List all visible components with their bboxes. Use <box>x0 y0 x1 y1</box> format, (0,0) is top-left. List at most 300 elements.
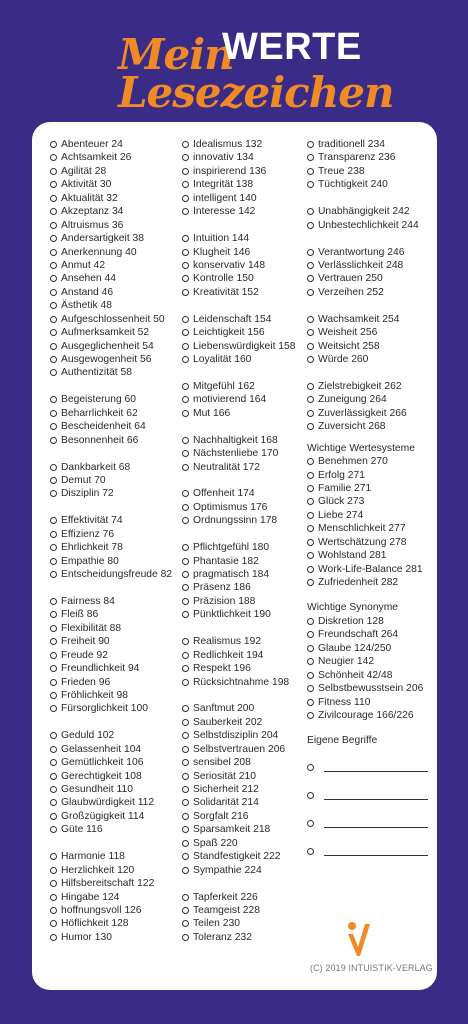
custom-value-field[interactable] <box>307 754 435 782</box>
value-checkbox-item[interactable] <box>50 729 190 742</box>
circle-checkbox-icon[interactable] <box>307 168 314 175</box>
circle-checkbox-icon[interactable] <box>50 867 57 874</box>
value-checkbox-item[interactable] <box>50 635 190 648</box>
value-checkbox-item[interactable] <box>50 434 190 447</box>
value-checkbox-item[interactable] <box>50 151 190 164</box>
circle-checkbox-icon[interactable] <box>307 141 314 148</box>
circle-checkbox-icon[interactable] <box>50 302 57 309</box>
circle-checkbox-icon[interactable] <box>182 907 189 914</box>
value-checkbox-item[interactable] <box>307 482 435 495</box>
value-checkbox-item[interactable] <box>50 192 190 205</box>
value-checkbox-item[interactable] <box>50 138 190 151</box>
value-checkbox-item[interactable] <box>50 676 190 689</box>
value-checkbox-item[interactable] <box>182 340 322 353</box>
circle-checkbox-icon[interactable] <box>182 195 189 202</box>
value-checkbox-item[interactable] <box>50 783 190 796</box>
value-checkbox-item[interactable] <box>182 232 322 245</box>
value-checkbox-item[interactable] <box>50 272 190 285</box>
value-checkbox-item[interactable] <box>307 655 435 668</box>
circle-checkbox-icon[interactable] <box>50 235 57 242</box>
value-checkbox-item[interactable] <box>50 608 190 621</box>
value-checkbox-item[interactable] <box>50 299 190 312</box>
circle-checkbox-icon[interactable] <box>307 181 314 188</box>
circle-checkbox-icon[interactable] <box>307 410 314 417</box>
value-checkbox-item[interactable] <box>182 702 322 715</box>
circle-checkbox-icon[interactable] <box>307 566 314 573</box>
value-checkbox-item[interactable] <box>307 313 435 326</box>
circle-checkbox-icon[interactable] <box>182 799 189 806</box>
value-checkbox-item[interactable] <box>50 514 190 527</box>
value-checkbox-item[interactable] <box>182 259 322 272</box>
circle-checkbox-icon[interactable] <box>182 410 189 417</box>
circle-checkbox-icon[interactable] <box>182 584 189 591</box>
value-label: Benehmen 270 <box>318 456 388 468</box>
circle-checkbox-icon[interactable] <box>50 195 57 202</box>
circle-checkbox-icon[interactable] <box>50 329 57 336</box>
circle-checkbox-icon[interactable] <box>50 746 57 753</box>
value-checkbox-item[interactable] <box>182 581 322 594</box>
value-checkbox-item[interactable] <box>50 877 190 890</box>
value-label: Empathie 80 <box>61 555 119 567</box>
value-checkbox-item[interactable] <box>182 393 322 406</box>
value-checkbox-item[interactable] <box>182 864 322 877</box>
value-checkbox-item[interactable] <box>182 729 322 742</box>
circle-checkbox-icon[interactable] <box>182 652 189 659</box>
value-checkbox-item[interactable] <box>50 595 190 608</box>
value-checkbox-item[interactable] <box>50 891 190 904</box>
value-checkbox-item[interactable] <box>50 850 190 863</box>
value-checkbox-item[interactable] <box>182 487 322 500</box>
value-checkbox-item[interactable] <box>50 178 190 191</box>
circle-checkbox-icon[interactable] <box>50 249 57 256</box>
value-checkbox-item[interactable] <box>307 495 435 508</box>
value-checkbox-item[interactable] <box>50 756 190 769</box>
value-checkbox-item[interactable] <box>307 469 435 482</box>
circle-checkbox-icon[interactable] <box>50 920 57 927</box>
value-checkbox-item[interactable] <box>307 219 435 232</box>
circle-checkbox-icon[interactable] <box>50 598 57 605</box>
circle-checkbox-icon[interactable] <box>307 472 314 479</box>
circle-checkbox-icon[interactable] <box>50 154 57 161</box>
circle-checkbox-icon[interactable] <box>50 705 57 712</box>
value-checkbox-item[interactable] <box>50 286 190 299</box>
circle-checkbox-icon[interactable] <box>307 685 314 692</box>
circle-checkbox-icon[interactable] <box>307 329 314 336</box>
value-checkbox-item[interactable] <box>182 891 322 904</box>
circle-checkbox-icon[interactable] <box>50 652 57 659</box>
circle-checkbox-icon[interactable] <box>307 343 314 350</box>
circle-checkbox-icon[interactable] <box>50 759 57 766</box>
value-checkbox-item[interactable] <box>307 246 435 259</box>
circle-checkbox-icon[interactable] <box>307 552 314 559</box>
circle-checkbox-icon[interactable] <box>307 498 314 505</box>
circle-checkbox-icon[interactable] <box>307 222 314 229</box>
value-checkbox-item[interactable] <box>182 353 322 366</box>
circle-checkbox-icon[interactable] <box>182 235 189 242</box>
value-checkbox-item[interactable] <box>182 917 322 930</box>
circle-checkbox-icon[interactable] <box>182 464 189 471</box>
value-checkbox-item[interactable] <box>182 662 322 675</box>
circle-checkbox-icon[interactable] <box>50 934 57 941</box>
value-checkbox-item[interactable] <box>182 165 322 178</box>
value-checkbox-item[interactable] <box>50 810 190 823</box>
circle-checkbox-icon[interactable] <box>182 383 189 390</box>
value-checkbox-item[interactable] <box>50 743 190 756</box>
circle-checkbox-icon[interactable] <box>307 792 314 799</box>
circle-checkbox-icon[interactable] <box>182 208 189 215</box>
value-checkbox-item[interactable] <box>182 326 322 339</box>
value-checkbox-item[interactable] <box>50 864 190 877</box>
blank-write-line[interactable] <box>324 799 428 800</box>
value-checkbox-item[interactable] <box>182 407 322 420</box>
circle-checkbox-icon[interactable] <box>182 275 189 282</box>
circle-checkbox-icon[interactable] <box>307 249 314 256</box>
circle-checkbox-icon[interactable] <box>50 638 57 645</box>
value-checkbox-item[interactable] <box>307 455 435 468</box>
value-checkbox-item[interactable] <box>307 178 435 191</box>
circle-checkbox-icon[interactable] <box>50 773 57 780</box>
circle-checkbox-icon[interactable] <box>307 356 314 363</box>
circle-checkbox-icon[interactable] <box>307 154 314 161</box>
circle-checkbox-icon[interactable] <box>50 853 57 860</box>
value-checkbox-item[interactable] <box>307 205 435 218</box>
value-checkbox-item[interactable] <box>307 353 435 366</box>
value-checkbox-item[interactable] <box>182 837 322 850</box>
circle-checkbox-icon[interactable] <box>307 383 314 390</box>
value-checkbox-item[interactable] <box>50 165 190 178</box>
value-label: Agilität 28 <box>61 165 107 177</box>
value-checkbox-item[interactable] <box>307 509 435 522</box>
circle-checkbox-icon[interactable] <box>182 154 189 161</box>
circle-checkbox-icon[interactable] <box>50 517 57 524</box>
value-checkbox-item[interactable] <box>307 165 435 178</box>
value-checkbox-item[interactable] <box>182 743 322 756</box>
circle-checkbox-icon[interactable] <box>182 665 189 672</box>
circle-checkbox-icon[interactable] <box>182 705 189 712</box>
circle-checkbox-icon[interactable] <box>50 208 57 215</box>
circle-checkbox-icon[interactable] <box>182 544 189 551</box>
value-checkbox-item[interactable] <box>307 259 435 272</box>
value-checkbox-item[interactable] <box>182 313 322 326</box>
circle-checkbox-icon[interactable] <box>50 786 57 793</box>
value-checkbox-item[interactable] <box>182 272 322 285</box>
circle-checkbox-icon[interactable] <box>182 786 189 793</box>
circle-checkbox-icon[interactable] <box>50 907 57 914</box>
value-checkbox-item[interactable] <box>307 563 435 576</box>
value-checkbox-item[interactable] <box>307 272 435 285</box>
value-checkbox-item[interactable] <box>182 931 322 944</box>
circle-checkbox-icon[interactable] <box>307 631 314 638</box>
value-checkbox-item[interactable] <box>50 393 190 406</box>
circle-checkbox-icon[interactable] <box>50 423 57 430</box>
circle-checkbox-icon[interactable] <box>50 262 57 269</box>
circle-checkbox-icon[interactable] <box>182 262 189 269</box>
circle-checkbox-icon[interactable] <box>50 813 57 820</box>
circle-checkbox-icon[interactable] <box>182 894 189 901</box>
value-checkbox-item[interactable] <box>307 138 435 151</box>
circle-checkbox-icon[interactable] <box>50 799 57 806</box>
circle-checkbox-icon[interactable] <box>307 458 314 465</box>
value-checkbox-item[interactable] <box>50 205 190 218</box>
value-checkbox-item[interactable] <box>307 628 435 641</box>
value-checkbox-item[interactable] <box>182 810 322 823</box>
circle-checkbox-icon[interactable] <box>50 571 57 578</box>
circle-checkbox-icon[interactable] <box>50 611 57 618</box>
circle-checkbox-icon[interactable] <box>307 658 314 665</box>
circle-checkbox-icon[interactable] <box>50 880 57 887</box>
value-checkbox-item[interactable] <box>182 138 322 151</box>
value-checkbox-item[interactable] <box>182 178 322 191</box>
blank-write-line[interactable] <box>324 855 428 856</box>
circle-checkbox-icon[interactable] <box>50 168 57 175</box>
value-label: Hilfsbereitschaft 122 <box>61 878 155 890</box>
value-checkbox-item[interactable] <box>307 407 435 420</box>
value-checkbox-item[interactable] <box>182 151 322 164</box>
circle-checkbox-icon[interactable] <box>182 329 189 336</box>
circle-checkbox-icon[interactable] <box>50 343 57 350</box>
value-checkbox-item[interactable] <box>307 151 435 164</box>
value-checkbox-item[interactable] <box>182 756 322 769</box>
circle-checkbox-icon[interactable] <box>50 141 57 148</box>
value-checkbox-item[interactable] <box>182 850 322 863</box>
circle-checkbox-icon[interactable] <box>50 356 57 363</box>
value-checkbox-item[interactable] <box>307 286 435 299</box>
circle-checkbox-icon[interactable] <box>182 853 189 860</box>
circle-checkbox-icon[interactable] <box>50 625 57 632</box>
value-checkbox-item[interactable] <box>182 568 322 581</box>
blank-write-line[interactable] <box>324 827 428 828</box>
blank-write-line[interactable] <box>324 771 428 772</box>
circle-checkbox-icon[interactable] <box>307 525 314 532</box>
value-label: Geduld 102 <box>61 730 115 742</box>
value-checkbox-item[interactable] <box>307 536 435 549</box>
value-checkbox-item[interactable] <box>182 649 322 662</box>
circle-checkbox-icon[interactable] <box>182 638 189 645</box>
custom-value-field[interactable] <box>307 838 435 866</box>
value-checkbox-item[interactable] <box>307 326 435 339</box>
circle-checkbox-icon[interactable] <box>182 840 189 847</box>
value-checkbox-item[interactable] <box>182 380 322 393</box>
circle-checkbox-icon[interactable] <box>307 672 314 679</box>
value-checkbox-item[interactable] <box>307 420 435 433</box>
circle-checkbox-icon[interactable] <box>182 867 189 874</box>
value-checkbox-item[interactable] <box>182 716 322 729</box>
circle-checkbox-icon[interactable] <box>50 894 57 901</box>
circle-checkbox-icon[interactable] <box>50 289 57 296</box>
value-checkbox-item[interactable] <box>50 313 190 326</box>
value-checkbox-item[interactable] <box>50 461 190 474</box>
value-checkbox-item[interactable] <box>50 219 190 232</box>
circle-checkbox-icon[interactable] <box>182 504 189 511</box>
circle-checkbox-icon[interactable] <box>182 316 189 323</box>
circle-checkbox-icon[interactable] <box>50 679 57 686</box>
value-checkbox-item[interactable] <box>50 259 190 272</box>
circle-checkbox-icon[interactable] <box>182 490 189 497</box>
circle-checkbox-icon[interactable] <box>50 544 57 551</box>
circle-checkbox-icon[interactable] <box>182 934 189 941</box>
value-checkbox-item[interactable] <box>50 232 190 245</box>
circle-checkbox-icon[interactable] <box>182 343 189 350</box>
circle-checkbox-icon[interactable] <box>182 746 189 753</box>
value-checkbox-item[interactable] <box>182 501 322 514</box>
circle-checkbox-icon[interactable] <box>50 477 57 484</box>
circle-checkbox-icon[interactable] <box>50 369 57 376</box>
circle-checkbox-icon[interactable] <box>182 450 189 457</box>
value-checkbox-item[interactable] <box>307 576 435 589</box>
circle-checkbox-icon[interactable] <box>50 732 57 739</box>
value-checkbox-item[interactable] <box>50 420 190 433</box>
value-checkbox-item[interactable] <box>182 823 322 836</box>
value-checkbox-item[interactable] <box>50 340 190 353</box>
circle-checkbox-icon[interactable] <box>307 618 314 625</box>
circle-checkbox-icon[interactable] <box>182 611 189 618</box>
circle-checkbox-icon[interactable] <box>307 316 314 323</box>
value-checkbox-item[interactable] <box>307 682 435 695</box>
circle-checkbox-icon[interactable] <box>182 813 189 820</box>
custom-value-field[interactable] <box>307 782 435 810</box>
circle-checkbox-icon[interactable] <box>50 396 57 403</box>
circle-checkbox-icon[interactable] <box>182 396 189 403</box>
value-checkbox-item[interactable] <box>182 770 322 783</box>
circle-checkbox-icon[interactable] <box>307 208 314 215</box>
circle-checkbox-icon[interactable] <box>50 558 57 565</box>
value-checkbox-item[interactable] <box>307 669 435 682</box>
circle-checkbox-icon[interactable] <box>182 732 189 739</box>
value-checkbox-item[interactable] <box>307 615 435 628</box>
circle-checkbox-icon[interactable] <box>50 665 57 672</box>
circle-checkbox-icon[interactable] <box>50 464 57 471</box>
value-checkbox-item[interactable] <box>182 904 322 917</box>
circle-checkbox-icon[interactable] <box>307 848 314 855</box>
circle-checkbox-icon[interactable] <box>307 485 314 492</box>
circle-checkbox-icon[interactable] <box>182 826 189 833</box>
value-checkbox-item[interactable] <box>307 393 435 406</box>
circle-checkbox-icon[interactable] <box>307 289 314 296</box>
value-checkbox-item[interactable] <box>50 770 190 783</box>
value-checkbox-item[interactable] <box>50 796 190 809</box>
value-checkbox-item[interactable] <box>307 380 435 393</box>
circle-checkbox-icon[interactable] <box>50 826 57 833</box>
circle-checkbox-icon[interactable] <box>182 517 189 524</box>
value-checkbox-item[interactable] <box>50 702 190 715</box>
circle-checkbox-icon[interactable] <box>307 645 314 652</box>
circle-checkbox-icon[interactable] <box>307 396 314 403</box>
custom-value-field[interactable] <box>307 810 435 838</box>
value-checkbox-item[interactable] <box>50 487 190 500</box>
value-checkbox-item[interactable] <box>182 447 322 460</box>
value-checkbox-item[interactable] <box>50 904 190 917</box>
value-checkbox-item[interactable] <box>307 549 435 562</box>
value-checkbox-item[interactable] <box>182 541 322 554</box>
circle-checkbox-icon[interactable] <box>50 275 57 282</box>
value-checkbox-item[interactable] <box>182 461 322 474</box>
value-checkbox-item[interactable] <box>182 434 322 447</box>
value-checkbox-item[interactable] <box>182 555 322 568</box>
value-checkbox-item[interactable] <box>182 676 322 689</box>
circle-checkbox-icon[interactable] <box>182 168 189 175</box>
circle-checkbox-icon[interactable] <box>307 275 314 282</box>
circle-checkbox-icon[interactable] <box>50 490 57 497</box>
value-checkbox-item[interactable] <box>307 522 435 535</box>
circle-checkbox-icon[interactable] <box>307 699 314 706</box>
value-checkbox-item[interactable] <box>307 709 435 722</box>
value-label: intelligent 140 <box>193 192 257 204</box>
value-checkbox-item[interactable] <box>182 246 322 259</box>
circle-checkbox-icon[interactable] <box>182 719 189 726</box>
circle-checkbox-icon[interactable] <box>182 356 189 363</box>
circle-checkbox-icon[interactable] <box>182 759 189 766</box>
value-checkbox-item[interactable] <box>307 340 435 353</box>
value-checkbox-item[interactable] <box>50 246 190 259</box>
value-checkbox-item[interactable] <box>50 326 190 339</box>
value-checkbox-item[interactable] <box>182 595 322 608</box>
value-checkbox-item[interactable] <box>182 608 322 621</box>
circle-checkbox-icon[interactable] <box>50 531 57 538</box>
value-checkbox-item[interactable] <box>50 568 190 581</box>
circle-checkbox-icon[interactable] <box>307 423 314 430</box>
value-checkbox-item[interactable] <box>50 649 190 662</box>
value-checkbox-item[interactable] <box>50 541 190 554</box>
value-checkbox-item[interactable] <box>50 917 190 930</box>
value-checkbox-item[interactable] <box>50 474 190 487</box>
value-checkbox-item[interactable] <box>182 286 322 299</box>
circle-checkbox-icon[interactable] <box>50 181 57 188</box>
circle-checkbox-icon[interactable] <box>307 262 314 269</box>
circle-checkbox-icon[interactable] <box>307 764 314 771</box>
circle-checkbox-icon[interactable] <box>307 820 314 827</box>
value-checkbox-item[interactable] <box>307 696 435 709</box>
value-checkbox-item[interactable] <box>50 689 190 702</box>
circle-checkbox-icon[interactable] <box>182 558 189 565</box>
value-checkbox-item[interactable] <box>50 353 190 366</box>
value-checkbox-item[interactable] <box>182 796 322 809</box>
circle-checkbox-icon[interactable] <box>182 571 189 578</box>
value-checkbox-item[interactable] <box>307 642 435 655</box>
circle-checkbox-icon[interactable] <box>182 181 189 188</box>
circle-checkbox-icon[interactable] <box>50 437 57 444</box>
circle-checkbox-icon[interactable] <box>182 141 189 148</box>
value-checkbox-item[interactable] <box>50 407 190 420</box>
circle-checkbox-icon[interactable] <box>50 692 57 699</box>
circle-checkbox-icon[interactable] <box>182 773 189 780</box>
value-checkbox-item[interactable] <box>50 528 190 541</box>
value-checkbox-item[interactable] <box>50 366 190 379</box>
value-checkbox-item[interactable] <box>50 662 190 675</box>
circle-checkbox-icon[interactable] <box>50 316 57 323</box>
value-checkbox-item[interactable] <box>182 192 322 205</box>
circle-checkbox-icon[interactable] <box>50 222 57 229</box>
value-checkbox-item[interactable] <box>50 555 190 568</box>
value-checkbox-item[interactable] <box>182 783 322 796</box>
circle-checkbox-icon[interactable] <box>182 249 189 256</box>
circle-checkbox-icon[interactable] <box>182 437 189 444</box>
circle-checkbox-icon[interactable] <box>307 539 314 546</box>
circle-checkbox-icon[interactable] <box>307 512 314 519</box>
circle-checkbox-icon[interactable] <box>307 579 314 586</box>
value-checkbox-item[interactable] <box>182 635 322 648</box>
circle-checkbox-icon[interactable] <box>182 598 189 605</box>
circle-checkbox-icon[interactable] <box>182 920 189 927</box>
circle-checkbox-icon[interactable] <box>182 289 189 296</box>
value-checkbox-item[interactable] <box>182 514 322 527</box>
circle-checkbox-icon[interactable] <box>307 712 314 719</box>
value-checkbox-item[interactable] <box>182 205 322 218</box>
value-checkbox-item[interactable] <box>50 622 190 635</box>
circle-checkbox-icon[interactable] <box>182 679 189 686</box>
circle-checkbox-icon[interactable] <box>50 410 57 417</box>
value-checkbox-item[interactable] <box>50 931 190 944</box>
value-checkbox-item[interactable] <box>50 823 190 836</box>
